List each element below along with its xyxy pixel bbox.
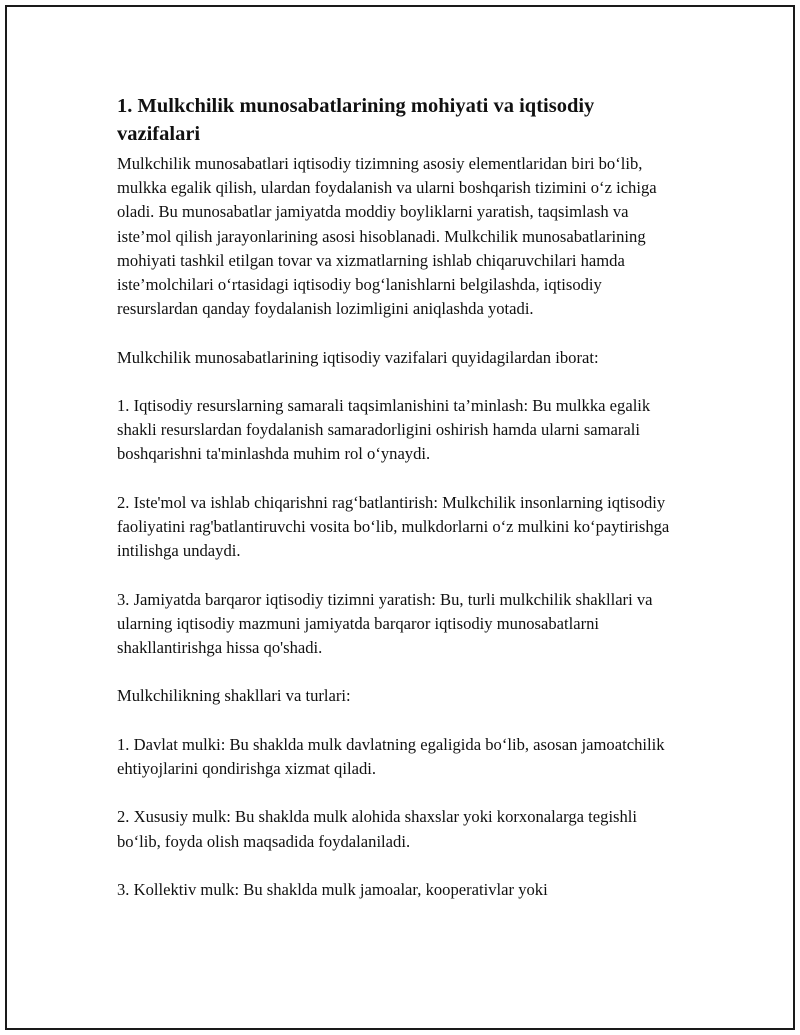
paragraph-spacer — [117, 321, 677, 345]
paragraph-spacer — [117, 854, 677, 878]
paragraph-spacer — [117, 781, 677, 805]
document-body — [117, 92, 677, 902]
forms-intro-paragraph: Mulkchilikning shakllari va turlari: — [117, 686, 351, 706]
paragraph-spacer — [117, 709, 677, 733]
form-item-1: 1. Davlat mulki: Bu shaklda mulk davlatning egaligida bo‘lib, asosan jamoatchilik ehtiyojlarini qondirishga xizmat qiladi. — [117, 734, 665, 778]
section-heading: 1. Mulkchilik munosabatlarining mohiyati va iqtisodiy vazifalari — [117, 95, 595, 145]
function-item-2: 2. Iste'mol va ishlab chiqarishni rag‘batlantirish: Mulkchilik insonlarning iqtisodiy faoliyatini rag'batlantiruvchi vosita bo‘lib, mulkdorlarni o‘z mulkini ko‘paytirishga intilishga undaydi. — [117, 492, 670, 561]
function-item-3: 3. Jamiyatda barqaror iqtisodiy tizimni yaratish: Bu, turli mulkchilik shakllari va ularning iqtisodiy mazmuni jamiyatda barqaror iqtisodiy munosabatlarni shakllantirishga hissa qo'shadi. — [117, 589, 653, 657]
function-item-1: 1. Iqtisodiy resurslarning samarali taqsimlanishini ta’minlash: Bu mulkka egalik shakli resurslardan foydalanish samaradorligini oshirish hamda ularni samarali boshqarishni ta'minlashda muhim rol o‘ynaydi. — [117, 396, 651, 464]
paragraph-spacer — [117, 370, 677, 394]
intro-paragraph: Mulkchilik munosabatlari iqtisodiy tizimning asosiy elementlaridan biri bo‘lib, mulkka egalik qilish, ulardan foydalanish va ularni boshqarish tizimini o‘z ichiga oladi. Bu munosabatlar jamiyatda moddiy boyliklarni yaratish, taqsimlash va iste’mol qilish jarayonlarining asosi hisoblanadi. Mulkchilik munosabatlarining mohiyati tashkil etilgan tovar va xizmatlarning ishlab chiqaruvchilari hamda iste’molchilari o‘rtasidagi iqtisodiy bog‘lanishlarni belgilashda, iqtisodiy resurslardan qanday foydalanish lozimligini aniqlashda yotadi. — [117, 154, 657, 319]
functions-intro-paragraph: Mulkchilik munosabatlarining iqtisodiy vazifalari quyidagilardan iborat: — [117, 347, 599, 367]
paragraph-spacer — [117, 660, 677, 684]
form-item-2: 2. Xususiy mulk: Bu shaklda mulk alohida shaxslar yoki korxonalarga tegishli bo‘lib, foyda olish maqsadida foydalaniladi. — [117, 807, 638, 851]
paragraph-spacer — [117, 563, 677, 587]
form-item-3: 3. Kollektiv mulk: Bu shaklda mulk jamoalar, kooperativlar yoki — [117, 879, 548, 899]
paragraph-spacer — [117, 467, 677, 491]
